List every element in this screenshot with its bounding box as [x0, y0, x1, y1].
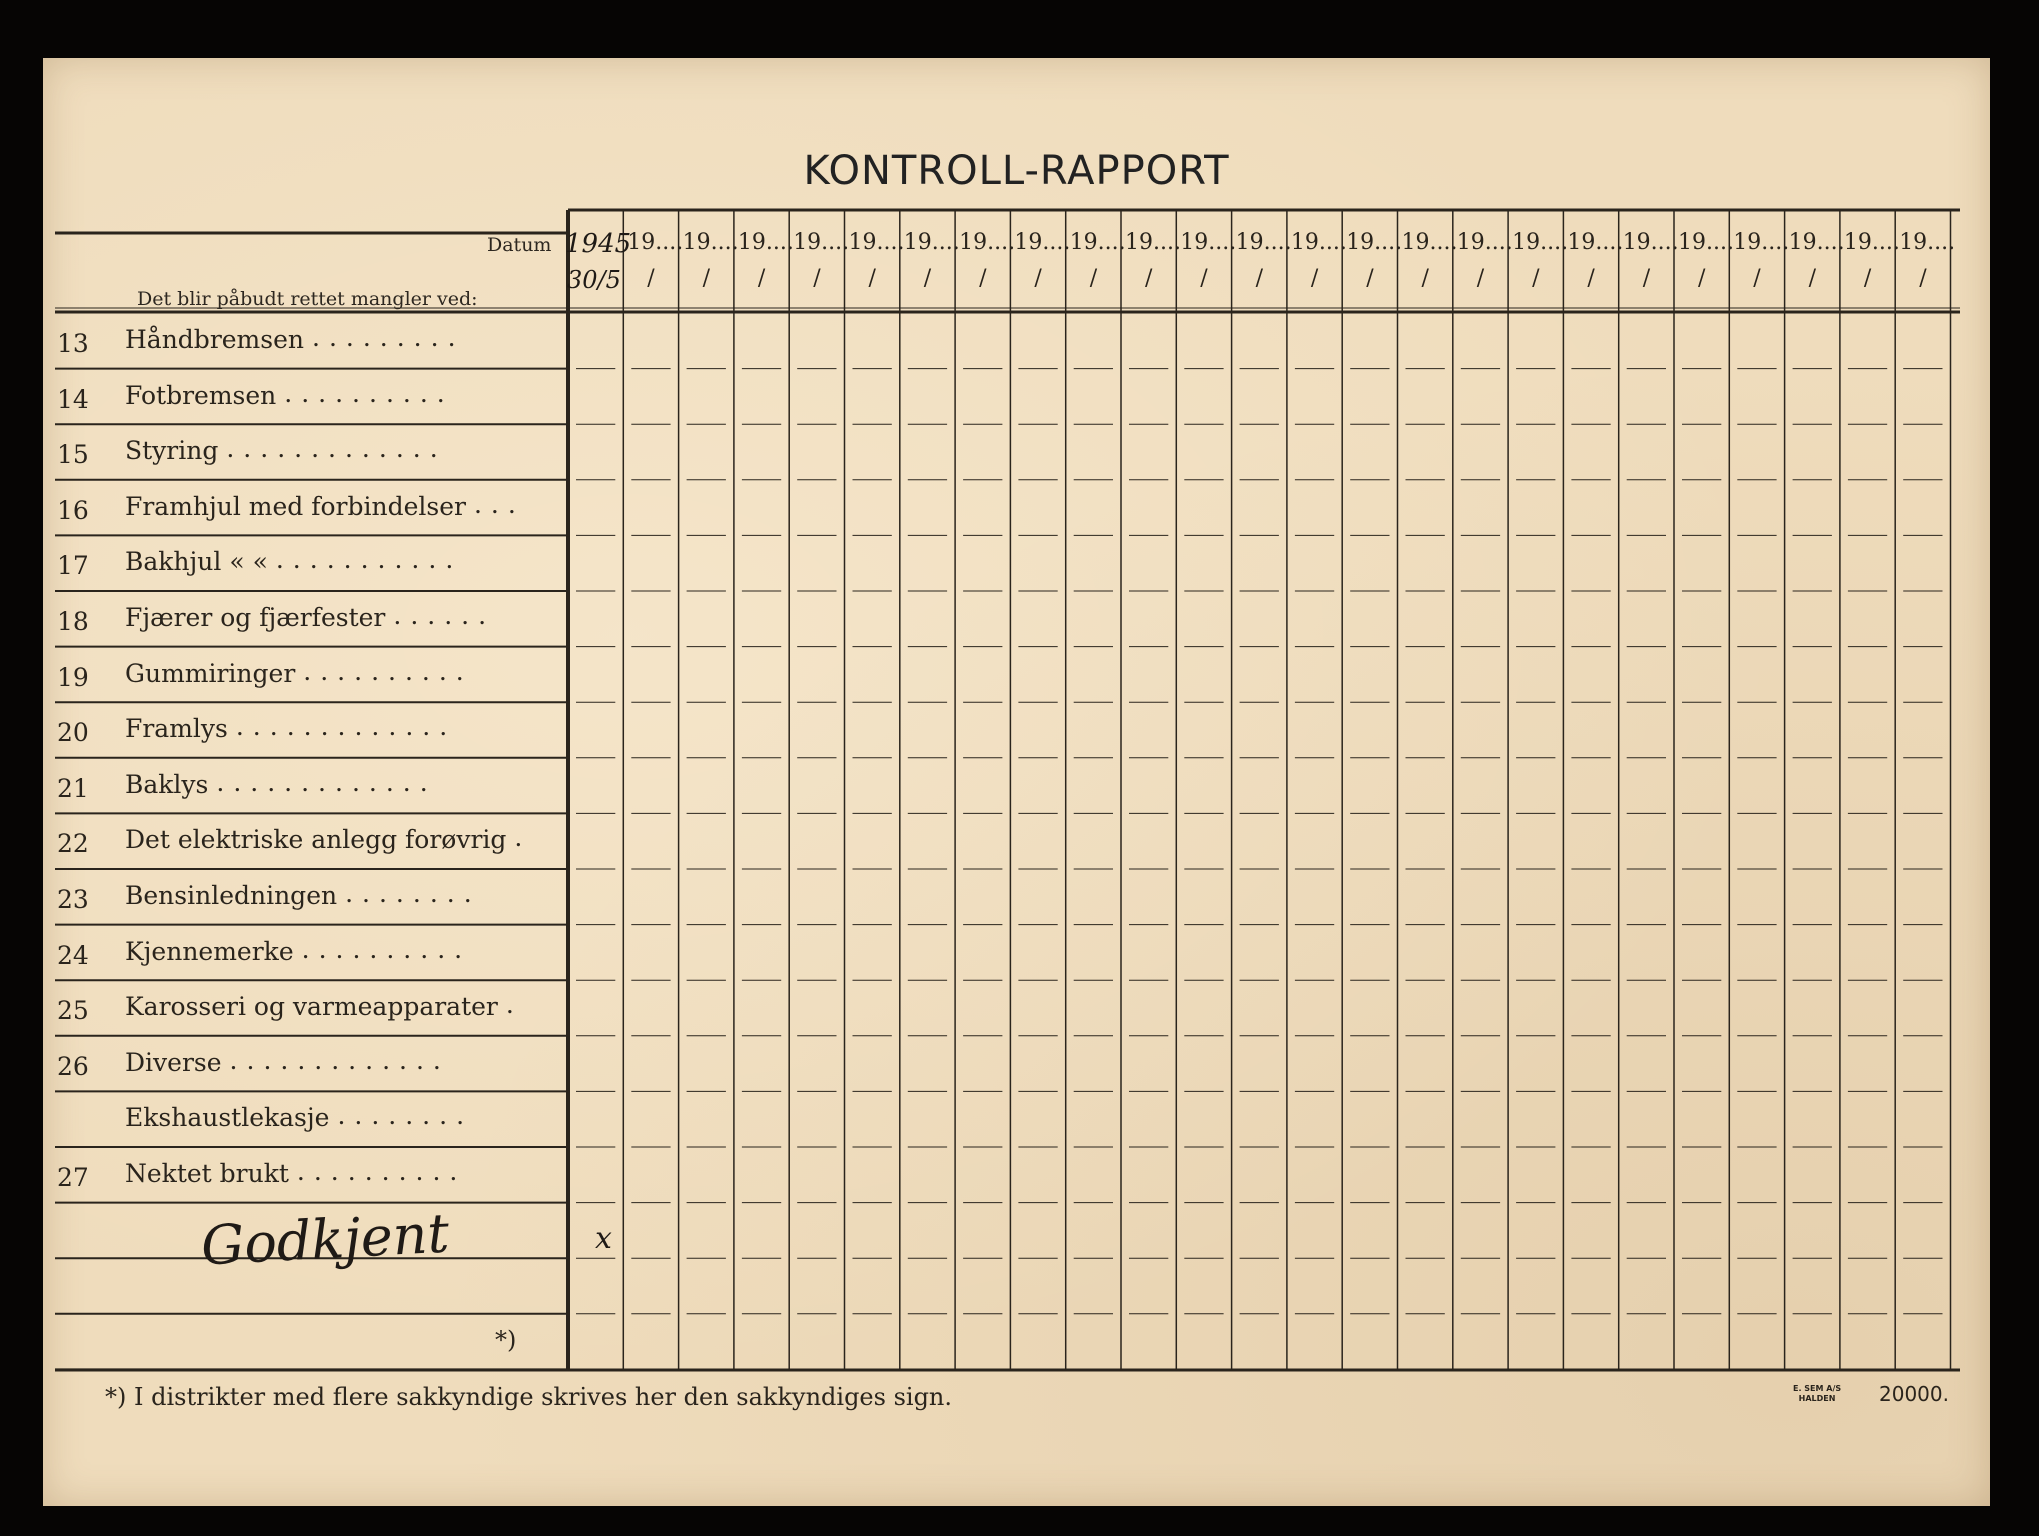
date-slash: /	[813, 266, 821, 291]
year-cell: 19....	[903, 230, 960, 255]
year-cell: 19....	[1069, 230, 1126, 255]
year-cell: 19....	[1733, 230, 1790, 255]
page-title: KONTROLL-RAPPORT	[803, 148, 1230, 194]
year-cell: 19....	[1622, 230, 1679, 255]
printer-mark	[1793, 1384, 1841, 1404]
leader-dots: ...........	[275, 545, 463, 575]
year-cell: 19....	[1678, 230, 1734, 255]
row-label: Framhjul med forbindelser	[125, 491, 466, 521]
row-label: Håndbremsen	[125, 325, 304, 354]
leader-dots: ......	[393, 601, 496, 630]
row-number: 15	[57, 440, 89, 470]
date-slash: /	[1808, 266, 1817, 291]
date-slash: /	[1863, 266, 1872, 291]
row-number: 23	[57, 885, 89, 914]
printer-name: E. SEM A/S	[1793, 1384, 1842, 1393]
date-slash: /	[1089, 266, 1098, 291]
date-slash: /	[1698, 266, 1706, 291]
row-label: Nektet brukt	[125, 1159, 289, 1188]
row-label: Fjærer og fjærfester	[125, 603, 386, 632]
year-cell: 19....	[1456, 230, 1513, 255]
footnote: *) I distrikter med flere sakkyndige skrives her den sakkyndiges sign.	[105, 1383, 953, 1411]
print-run: 20000.	[1879, 1382, 1949, 1406]
leader-dots: .	[505, 990, 523, 1020]
row-number: 21	[57, 773, 89, 803]
date-slash: /	[1642, 266, 1651, 291]
date-slash: /	[1421, 266, 1429, 291]
date-slash: /	[702, 266, 711, 291]
date-slash: /	[1145, 266, 1153, 291]
leader-dots: ..........	[301, 934, 472, 964]
year-cell: 19....	[1125, 230, 1181, 255]
date-slash: /	[1034, 266, 1042, 291]
leader-dots: .............	[229, 1045, 450, 1075]
row-number: 20	[57, 718, 89, 748]
row-label: Baklys	[125, 769, 209, 799]
leader-dots: .............	[216, 767, 437, 797]
date-slash: /	[1476, 266, 1485, 291]
row-number: 17	[57, 551, 89, 581]
year-cell: 19....	[1180, 230, 1237, 255]
leader-dots: .........	[312, 323, 465, 352]
row-number: 18	[57, 607, 89, 636]
year-cell: 19....	[1567, 230, 1624, 255]
date-slash: /	[1587, 266, 1595, 291]
leader-dots: ...	[473, 489, 525, 519]
year-cell: 19....	[682, 230, 739, 255]
signature-marker: *)	[495, 1326, 517, 1354]
row-label: Bensinledningen	[125, 881, 338, 910]
date-slash: /	[1310, 266, 1319, 291]
row-label: Styring	[125, 436, 219, 466]
row-number: 22	[57, 829, 89, 859]
year-cell: 19....	[1512, 230, 1569, 255]
row-label: Det elektriske anlegg forøvrig	[125, 825, 507, 855]
year-cell: 19....	[1401, 230, 1458, 255]
row-label: Bakhjul « «	[125, 547, 268, 577]
row-label: Kjennemerke	[125, 936, 294, 966]
leader-dots: .............	[235, 712, 457, 742]
row-number: 16	[57, 495, 89, 525]
row-number: 27	[57, 1163, 89, 1192]
row-number: 26	[57, 1051, 89, 1081]
row-number: 25	[57, 996, 89, 1026]
year-cell: 19....	[1788, 230, 1845, 255]
leader-dots: ..........	[296, 1157, 467, 1186]
year-cell: 19....	[1843, 230, 1900, 255]
handwritten-check-mark: x	[595, 1221, 612, 1256]
year-cell: 19....	[1290, 230, 1347, 255]
printer-city: HALDEN	[1798, 1394, 1836, 1403]
year-cell: 19....	[1235, 230, 1292, 255]
year-cell: 19....	[1899, 230, 1956, 255]
date-slash: /	[1366, 266, 1374, 291]
year-cell: 19....	[793, 230, 850, 255]
row-label: Diverse	[125, 1047, 222, 1077]
date-slash: /	[868, 266, 876, 291]
datum-label: Datum	[487, 234, 552, 256]
date-slash: /	[1753, 266, 1761, 291]
year-cell: 19....	[848, 230, 905, 255]
handwritten-approval: Godkjent	[199, 1201, 451, 1278]
row-label: Fotbremsen	[125, 380, 277, 410]
row-number: 19	[57, 662, 89, 692]
leader-dots: ........	[345, 879, 481, 908]
inspection-report-card	[43, 58, 1990, 1506]
mangler-label: Det blir påbudt rettet mangler ved:	[137, 288, 478, 310]
row-label: Karosseri og varmeapparater	[125, 992, 498, 1022]
row-number: 14	[57, 384, 89, 414]
row-number: 13	[57, 329, 89, 358]
date-slash: /	[1919, 266, 1927, 291]
date-slash: /	[923, 266, 932, 291]
date-slash: /	[1532, 266, 1540, 291]
date-slash: /	[647, 266, 655, 291]
row-label: Framlys	[125, 714, 228, 744]
leader-dots: .	[514, 823, 532, 853]
year-cell: 19....	[959, 230, 1016, 255]
row-label: Ekshaustlekasje	[125, 1103, 330, 1133]
leader-dots: ..........	[284, 378, 454, 408]
leader-dots: ..........	[303, 656, 473, 686]
handwritten-year: 1945	[565, 229, 632, 259]
date-slash: /	[757, 266, 766, 291]
row-number: 24	[57, 940, 89, 970]
year-cell: 19....	[1014, 230, 1071, 255]
handwritten-date: 30/5	[567, 266, 621, 294]
date-slash: /	[1200, 266, 1208, 291]
leader-dots: ........	[337, 1101, 474, 1131]
year-cell: 19....	[737, 230, 794, 255]
date-slash: /	[979, 266, 987, 291]
year-cell: 19....	[1346, 230, 1403, 255]
leader-dots: .............	[226, 434, 447, 464]
row-label: Gummiringer	[125, 658, 296, 688]
year-cell: 19....	[627, 230, 684, 255]
date-slash: /	[1255, 266, 1264, 291]
